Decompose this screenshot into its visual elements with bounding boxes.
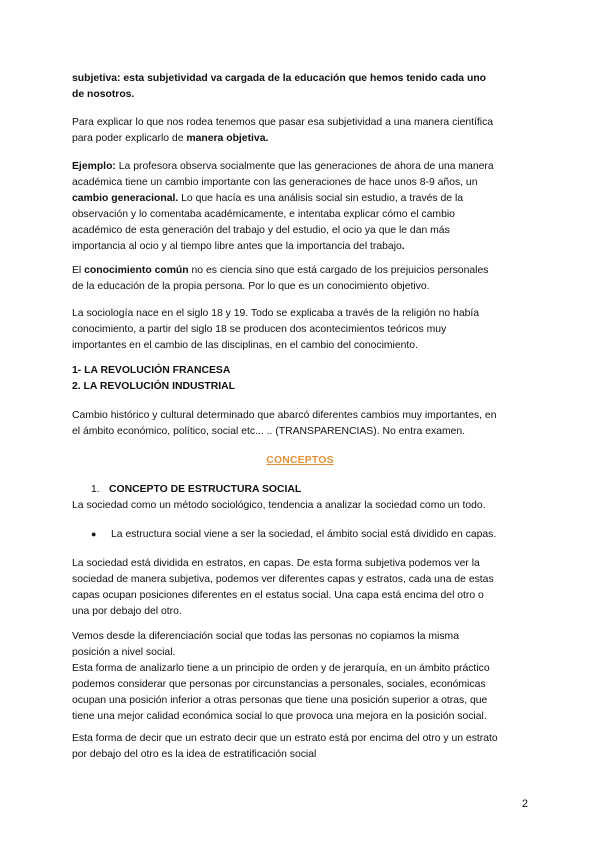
page-number: 2: [521, 798, 528, 810]
text-span: Lo que hacía es una análisis social sin estudio, a través de la: [178, 193, 464, 204]
list-number: 1.: [91, 484, 100, 495]
text-line: de la educación de la propia persona. Por lo que es un conocimiento objetivo.: [72, 281, 430, 292]
paragraph-subjetiva: [72, 71, 530, 103]
paragraph-diferenciacion: [72, 629, 530, 725]
text-line: podemos considerar que personas por circunstancias a personales, sociales, económicas: [72, 679, 486, 690]
text-line: posición a nivel social.: [72, 647, 176, 658]
bullet-text: La estructura social viene a ser la sociedad, el ámbito social está dividido en capas.: [111, 529, 497, 540]
text-line: observación y lo comentaba académicamente, e intentaba explicar cómo el cambio: [72, 209, 455, 220]
text-line: sociedad de manera subjetiva, podemos ver diferentes capas y estratos, cada una de estas: [72, 574, 494, 585]
bold-span: cambio generacional.: [72, 193, 179, 204]
list-item: 2. LA REVOLUCIÓN INDUSTRIAL: [72, 381, 235, 392]
text-line: Cambio histórico y cultural determinado que abarcó diferentes cambios muy importantes, en: [72, 410, 497, 421]
text-line: académica tiene un cambio importante con las generaciones de hace unos 8-9 años, un: [72, 177, 478, 188]
example-label: Ejemplo:: [72, 161, 116, 172]
text-line: subjetiva: esta subjetividad va cargada de la educación que hemos tenido cada uno: [72, 73, 487, 84]
paragraph-explicar: [72, 115, 530, 147]
paragraph-sociologia: [72, 306, 530, 354]
paragraph-estratificacion: [72, 731, 530, 763]
text-line: capas ocupan posiciones diferentes en el estatus social. Una capa está encima del otro o: [72, 590, 484, 601]
concept-1: [72, 482, 530, 514]
text-line: académico de esta generación del trabajo y del estudio, el ocio ya que le dan más: [72, 225, 450, 236]
revolutions-list: [72, 363, 530, 395]
text-line: [72, 131, 530, 147]
paragraph-estratos: [72, 556, 530, 620]
text-line: La sociedad está dividida en estratos, en capas. De esta forma subjetiva podemos ver la: [72, 558, 480, 569]
text-line: el ámbito económico, político, social etc... .. (TRANSPARENCIAS). No entra examen.: [72, 426, 466, 437]
list-item: 1- LA REVOLUCIÓN FRANCESA: [72, 365, 231, 376]
bold-span: .: [401, 241, 405, 252]
bold-span: conocimiento común: [84, 265, 189, 276]
concepts-heading: [0, 453, 600, 469]
text-line: de nosotros.: [72, 89, 135, 100]
text-line: [72, 263, 530, 279]
text-line: La sociedad como un método sociológico, tendencia a analizar la sociedad como un todo.: [72, 500, 486, 511]
text-line: Esta forma de decir que un estrato decir que un estrato está por encima del otro y un estrato: [72, 733, 498, 744]
text-line: [72, 239, 530, 255]
text-span: El: [72, 265, 85, 276]
text-span: para poder explicarlo de: [72, 133, 187, 144]
text-line: [72, 159, 530, 175]
bold-span: manera objetiva.: [186, 133, 269, 144]
text-line: importantes en el cambio de las disciplinas, en el cambio del conocimiento.: [72, 340, 418, 351]
text-line: ocupan una posición inferior a otras personas que tiene una posición superior a otras, que: [72, 695, 488, 706]
paragraph-cambio-historico: [72, 408, 530, 440]
text-line: Esta forma de analizarlo tiene a un principio de orden y de jerarquía, en un ámbito práctico: [72, 663, 490, 674]
text-line: Para explicar lo que nos rodea tenemos que pasar esa subjetividad a una manera científica: [72, 117, 494, 128]
text-span: La profesora observa socialmente que las generaciones de ahora de una manera: [115, 161, 494, 172]
text-line: [72, 191, 530, 207]
text-line: una por debajo del otro.: [72, 606, 182, 617]
text-line: Vemos desde la diferenciación social que todas las personas no copiamos la misma: [72, 631, 459, 642]
concept-title: CONCEPTO DE ESTRUCTURA SOCIAL: [109, 484, 302, 495]
concept-title-line: [72, 482, 530, 498]
text-span: importancia al ocio y al tiempo libre antes que la importancia del trabajo: [72, 241, 402, 252]
paragraph-conocimiento-comun: [72, 263, 530, 295]
bullet-icon: ●: [91, 529, 97, 539]
text-line: La sociología nace en el siglo 18 y 19. Todo se explicaba a través de la religión no había: [72, 308, 480, 319]
concepts-heading-text: CONCEPTOS: [266, 455, 334, 466]
text-line: por debajo del otro es la idea de estratificación social: [72, 749, 317, 760]
bullet-line: [72, 526, 530, 543]
text-line: tiene una mejor calidad económica social lo que provoca una mejora en la posición social.: [72, 711, 487, 722]
text-line: conocimiento, a partir del siglo 18 se producen dos acontecimientos teóricos muy: [72, 324, 447, 335]
bullet-estructura: [72, 526, 530, 543]
text-span: no es ciencia sino que está cargado de los prejuicios personales: [188, 265, 489, 276]
paragraph-ejemplo: [72, 159, 530, 255]
